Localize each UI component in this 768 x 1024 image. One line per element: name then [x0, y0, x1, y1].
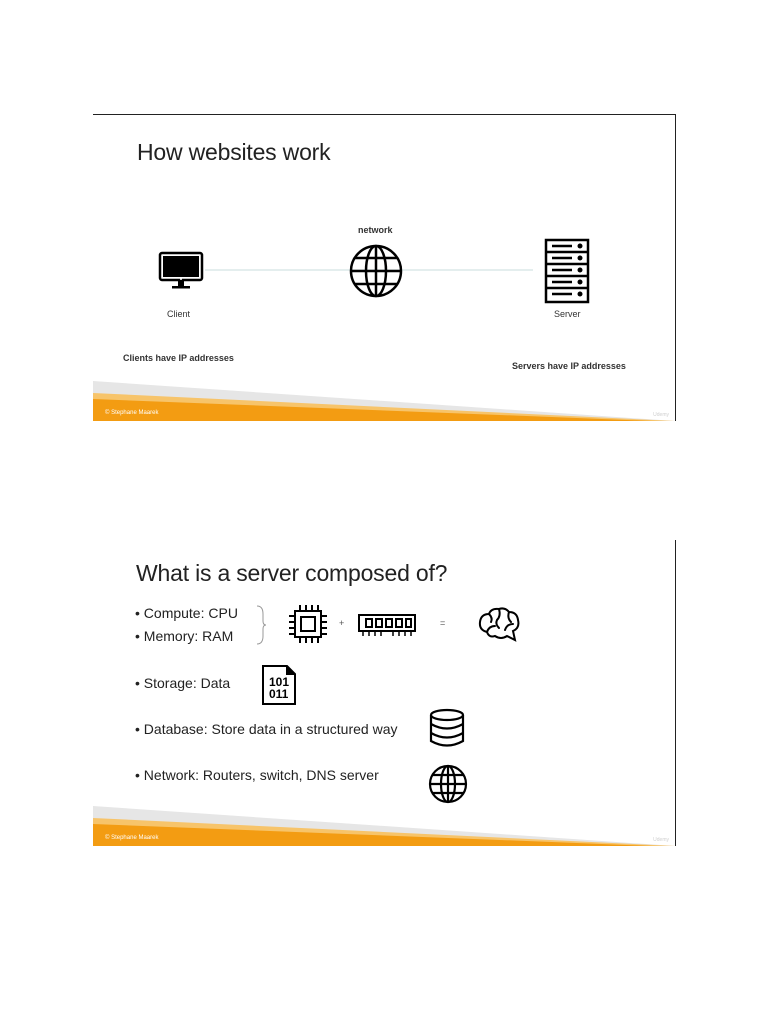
server-note: Servers have IP addresses: [512, 361, 626, 371]
slide-title: What is a server composed of?: [136, 560, 448, 586]
slide-how-websites-work: [93, 114, 676, 421]
server-rack-icon: [544, 238, 590, 304]
footer-band: [93, 806, 675, 846]
watermark: Udemy: [653, 412, 669, 418]
brain-icon: [477, 606, 521, 644]
binary-bottom: 011: [269, 687, 289, 701]
bullet-memory: • Memory: RAM: [135, 628, 234, 644]
bullet-database: • Database: Store data in a structured way: [135, 721, 398, 737]
plus-sign: +: [339, 618, 345, 628]
brace-icon: [255, 604, 267, 646]
client-note: Clients have IP addresses: [123, 353, 234, 363]
binary-top: 101: [269, 675, 290, 689]
bullet-network: • Network: Routers, switch, DNS server: [135, 767, 379, 783]
copyright: © Stephane Maarek: [105, 835, 159, 841]
watermark: Udemy: [653, 837, 669, 843]
bullet-compute: • Compute: CPU: [135, 605, 238, 621]
client-label: Client: [167, 309, 191, 319]
slide-server-composition: [93, 540, 676, 846]
equals-sign: =: [440, 618, 446, 628]
globe-icon: [348, 243, 404, 299]
globe-icon: [428, 764, 468, 804]
bullet-storage: • Storage: Data: [135, 675, 231, 691]
server-label: Server: [554, 309, 581, 319]
slide-title: How websites work: [137, 139, 331, 165]
ram-icon: [357, 612, 417, 638]
network-label: network: [358, 225, 393, 235]
footer-band: [93, 381, 675, 421]
copyright: © Stephane Maarek: [105, 410, 159, 416]
cpu-icon: [289, 605, 327, 643]
desktop-icon: [158, 251, 204, 291]
database-icon: [429, 708, 465, 748]
